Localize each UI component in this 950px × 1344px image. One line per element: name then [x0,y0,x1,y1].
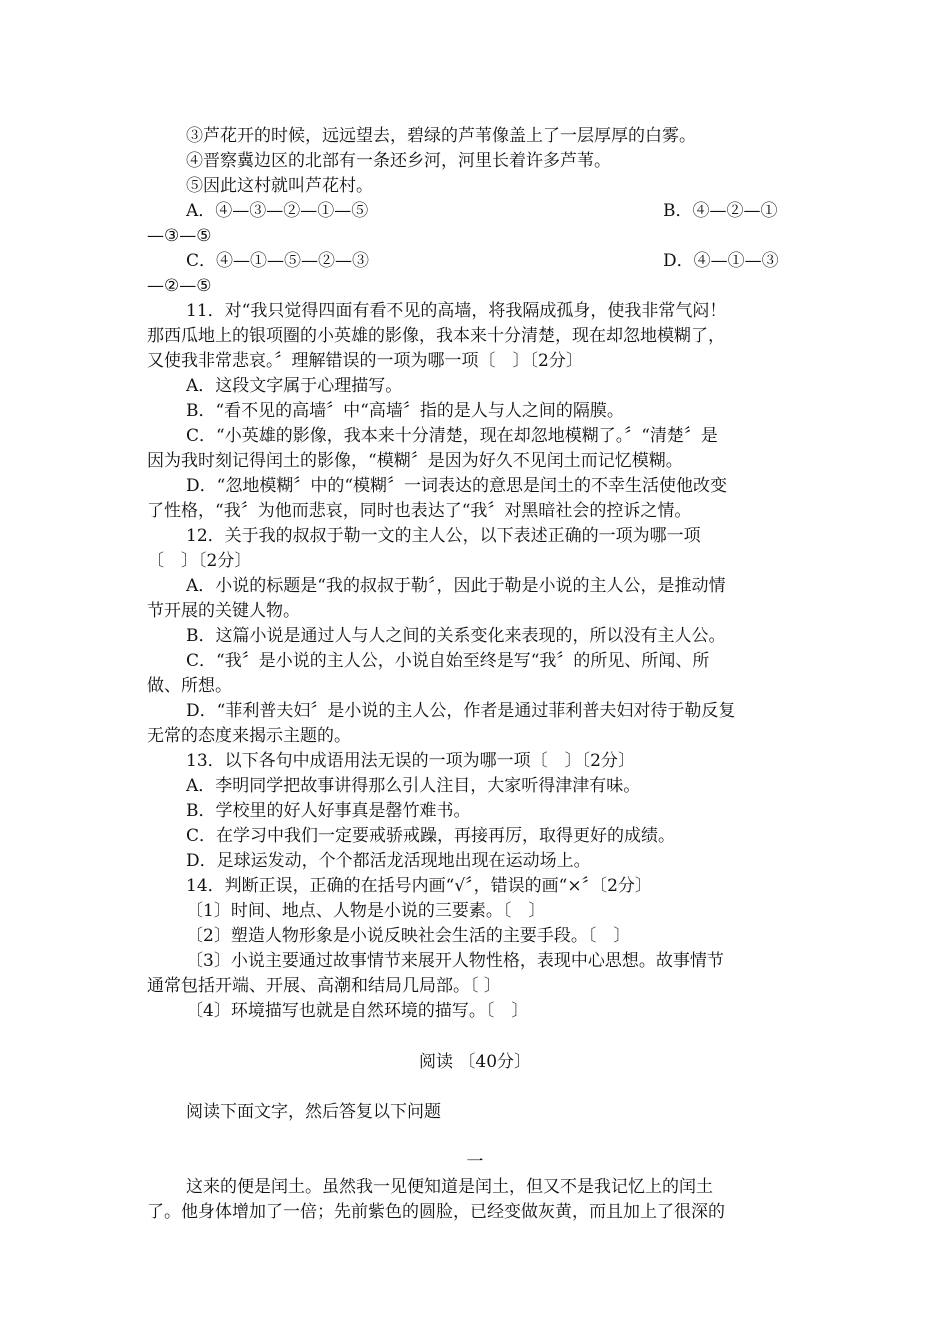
text-line: 了性格，“我〞为他而悲哀，同时也表达了“我〞对黑暗社会的控诉之情。 [147,501,692,521]
text-line: B．这篇小说是通过人与人之间的关系变化来表现的，所以没有主人公。 [186,626,726,646]
option-a: A．④—③—②—①—⑤ [186,201,369,221]
option-b-cont: —③—⑤ [147,226,212,246]
text-line: D．足球运发动，个个都活龙活现地出现在运动场上。 [186,851,591,871]
text-line: 〔3〕小说主要通过故事情节来展开人物性格，表现中心思想。故事情节 [186,951,724,971]
question-14: 14．判断正误，正确的在括号内画“√〞，错误的画“×〞〔2分〕 [186,876,652,896]
passage-number: 一 [466,1152,484,1172]
text-line: C．“小英雄的影像，我本来十分清楚，现在却忽地模糊了。〞“清楚〞是 [186,426,718,446]
text-line: 通常包括开端、开展、高潮和结局几局部。〔 〕 [147,976,501,996]
text-line: A．小说的标题是“我的叔叔于勒〞，因此于勒是小说的主人公，是推动情 [186,576,726,596]
text-line: A．这段文字属于心理描写。 [186,376,403,396]
text-line: 节开展的关键人物。 [147,601,300,621]
text-line: 〔4〕环境描写也就是自然环境的描写。〔 〕 [186,1001,529,1021]
option-d-cont: —②—⑤ [147,276,212,296]
section-heading: 阅读 〔40分〕 [418,1052,532,1072]
passage-text: 这来的便是闰土。虽然我一见便知道是闰土，但又不是我记忆上的闰土 [186,1177,713,1197]
text-line: B．“看不见的高墙〞中“高墙〞指的是人与人之间的隔膜。 [186,401,624,421]
text-line: 〔 〕〔2分〕 [147,551,252,571]
question-12: 12．关于我的叔叔于勒一文的主人公，以下表述正确的一项为哪一项 [186,526,701,546]
text-line: B．学校里的好人好事真是罄竹难书。 [186,801,471,821]
text-line: ③芦花开的时候，远远望去，碧绿的芦苇像盖上了一层厚厚的白雾。 [186,126,696,146]
text-line: D．“忽地模糊〞中的“模糊〞一词表达的意思是闰土的不幸生活使他改变 [186,476,728,496]
text-line: 因为我时刻记得闰土的影像，“模糊〞是因为好久不见闰土而记忆模糊。 [147,451,683,471]
text-line: 〔1〕时间、地点、人物是小说的三要素。〔 〕 [186,901,546,921]
text-line: 做、所想。 [147,676,232,696]
text-line: 〔2〕塑造人物形象是小说反映社会生活的主要手段。〔 〕 [186,926,631,946]
text-line: A．李明同学把故事讲得那么引人注目，大家听得津津有味。 [186,776,641,796]
reading-instruction: 阅读下面文字，然后答复以下问题 [186,1102,441,1122]
option-b: B．④—②—① [663,201,778,221]
text-line: ⑤因此这村就叫芦花村。 [186,176,373,196]
option-c: C．④—①—⑤—②—③ [186,251,370,271]
text-line: 无常的态度来揭示主题的。 [147,726,351,746]
text-line: ④晋察冀边区的北部有一条还乡河，河里长着许多芦苇。 [186,151,611,171]
text-line: C．“我〞是小说的主人公，小说自始至终是写“我〞的所见、所闻、所 [186,651,710,671]
question-13: 13．以下各句中成语用法无误的一项为哪一项〔 〕〔2分〕 [186,751,635,771]
text-line: 那西瓜地上的银项圈的小英雄的影像，我本来十分清楚，现在却忽地模糊了， [147,326,725,346]
question-11: 11．对“我只觉得四面有看不见的高墙，将我隔成孤身，使我非常气闷！ [186,301,727,321]
text-line: C．在学习中我们一定要戒骄戒躁，再接再厉，取得更好的成绩。 [186,826,676,846]
text-line: D．“菲利普夫妇〞是小说的主人公，作者是通过菲利普夫妇对待于勒反复 [186,701,736,721]
passage-text: 了。他身体增加了一倍；先前紫色的圆脸，已经变做灰黄，而且加上了很深的 [147,1202,725,1222]
text-line: 又使我非常悲哀。〞理解错误的一项为哪一项〔 〕〔2分〕 [147,351,583,371]
option-d: D．④—①—③ [663,251,779,271]
